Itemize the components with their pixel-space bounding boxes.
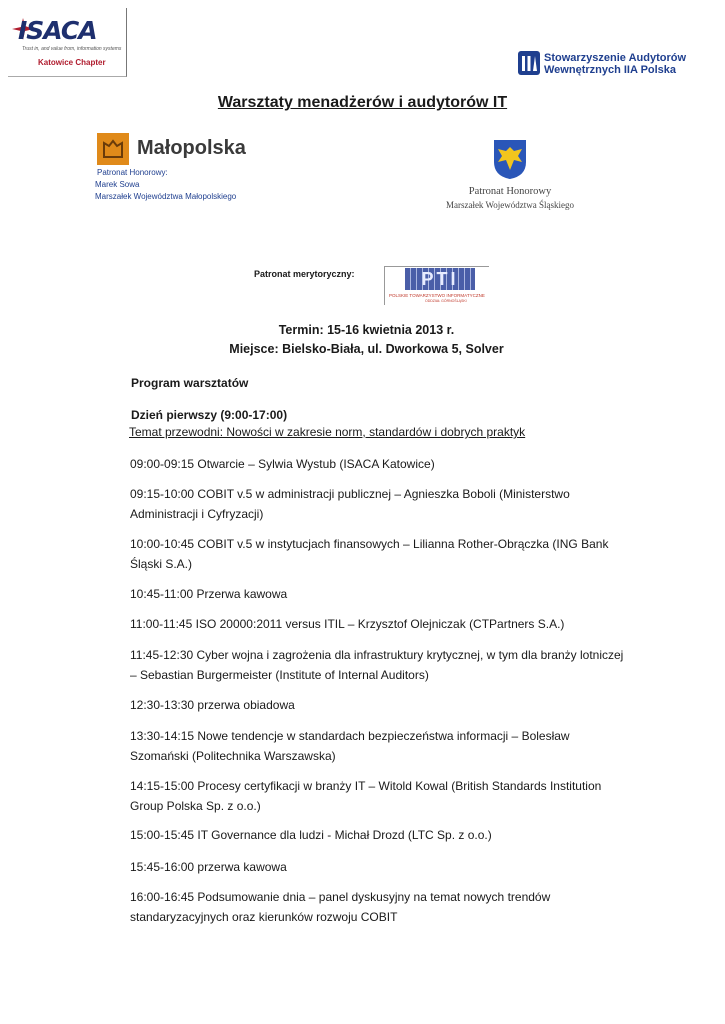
agenda-item: 16:00-16:45 Podsumowanie dnia – panel dyskusyjny na temat nowych trendów: [130, 890, 551, 904]
pti-subtitle: POLSKIE TOWARZYSTWO INFORMATYCZNE: [389, 293, 485, 298]
malopolska-logo: [97, 133, 257, 167]
isaca-tagline: Trust in, and value from, information systems: [22, 46, 122, 52]
day-theme: Temat przewodni: Nowości w zakresie norm, standardów i dobrych praktyk: [129, 425, 526, 439]
agenda-item: 13:30-14:15 Nowe tendencje w standardach bezpieczeństwa informacji – Bolesław: [130, 729, 570, 743]
agenda-item-continuation: Śląski S.A.): [130, 557, 193, 571]
malopolska-emblem-icon: [97, 133, 129, 165]
malopolska-patron-name: Marek Sowa: [95, 180, 140, 189]
agenda-item: 10:00-10:45 COBIT v.5 w instytucjach finansowych – Lilianna Rother-Obrączka (ING Bank: [130, 537, 609, 551]
iia-line-2: Wewnętrznych IIA Polska: [544, 64, 677, 76]
silesia-patron-label: Patronat Honorowy: [468, 186, 552, 197]
iia-mark-icon: [518, 51, 540, 75]
agenda-item-continuation: Administracji i Cyfryzacji): [130, 507, 264, 521]
day-label: Dzień pierwszy (9:00-17:00): [131, 408, 288, 422]
silesia-crest-icon: [492, 138, 528, 180]
pti-subtitle-2: ODDZIAŁ GÓRNOŚLĄSKI: [425, 299, 467, 303]
isaca-katowice-logo: [8, 8, 127, 77]
pti-wordmark: PTI: [405, 268, 475, 290]
agenda-item: 10:45-11:00 Przerwa kawowa: [130, 587, 288, 601]
malopolska-wordmark: Małopolska: [137, 137, 246, 159]
agenda-item: 15:45-16:00 przerwa kawowa: [130, 860, 287, 874]
agenda-item: 09:00-09:15 Otwarcie – Sylwia Wystub (ISACA Katowice): [130, 457, 435, 471]
agenda-item: 12:30-13:30 przerwa obiadowa: [130, 698, 295, 712]
isaca-chapter: Katowice Chapter: [38, 58, 106, 67]
page-title: Warsztaty menadżerów i audytorów IT: [217, 94, 508, 111]
agenda-item: 09:15-10:00 COBIT v.5 w administracji publicznej – Agnieszka Boboli (Ministerstwo: [130, 487, 570, 501]
agenda-item: 15:00-15:45 IT Governance dla ludzi - Michał Drozd (LTC Sp. z o.o.): [130, 828, 492, 842]
event-date: Termin: 15-16 kwietnia 2013 r.: [278, 323, 455, 337]
malopolska-patron-role: Marszałek Województwa Małopolskiego: [95, 192, 237, 201]
agenda-item-continuation: Szomański (Politechnika Warszawska): [130, 749, 336, 763]
isaca-wordmark: ISACA: [18, 16, 97, 45]
agenda-item: 11:00-11:45 ISO 20000:2011 versus ITIL – Krzysztof Olejniczak (CTPartners S.A.): [130, 617, 565, 631]
agenda-item: 11:45-12:30 Cyber wojna i zagrożenia dla infrastruktury krytycznej, w tym dla branży lotniczej: [130, 648, 624, 662]
iia-line-1: Stowarzyszenie Audytorów: [544, 52, 687, 64]
merytoryczny-patron-label: Patronat merytoryczny:: [254, 269, 355, 279]
agenda-item-continuation: – Sebastian Burgermeister (Institute of Internal Auditors): [130, 668, 429, 682]
agenda-item-continuation: Group Polska Sp. z o.o.): [130, 799, 261, 813]
iia-polska-logo: [518, 50, 688, 76]
agenda-item: 14:15-15:00 Procesy certyfikacji w branży IT – Witold Kowal (British Standards Institution: [130, 779, 602, 793]
agenda-item-continuation: standaryzacyjnych oraz kierunków rozwoju COBIT: [130, 910, 398, 924]
event-location: Miejsce: Bielsko-Biała, ul. Dworkowa 5, Solver: [229, 342, 504, 356]
program-heading: Program warsztatów: [131, 376, 249, 390]
silesia-patron-role: Marszałek Województwa Śląskiego: [445, 200, 575, 210]
malopolska-patron-label: Patronat Honorowy:: [97, 168, 168, 177]
pti-logo: [384, 266, 489, 305]
